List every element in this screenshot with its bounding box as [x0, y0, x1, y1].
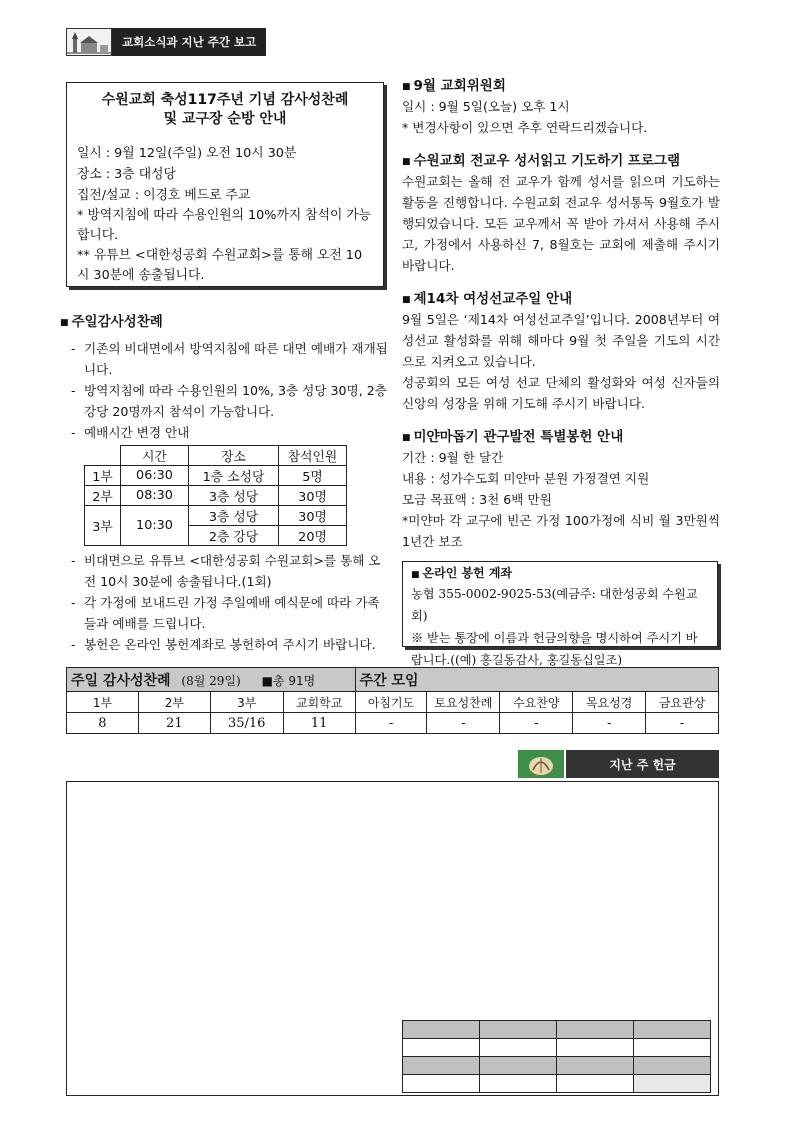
myanmar-goal: 모금 목표액 : 3천 6백 만원: [402, 492, 552, 507]
sunday-worship-section: [60, 313, 390, 655]
myanmar-content: 내용 : 성가수도회 미얀마 분원 가정결연 지원: [402, 471, 650, 486]
table-row: [403, 1021, 711, 1039]
anniversary-place: 장소 : 3층 대성당: [77, 167, 176, 182]
offering-note: ※ 받는 통장에 이름과 헌금의향을 명시하여 주시기 바랍니다.((예) 홍길동감사, 홍길동십일조): [411, 631, 698, 667]
anniversary-celebrant: 집전/설교 : 이경호 베드로 주교: [77, 188, 251, 203]
table-row: 8 21 35/16 11 - - - - -: [67, 713, 719, 734]
myanmar-period: 기간 : 9월 한 달간: [402, 450, 504, 465]
last-week-offering-bar: [518, 750, 719, 778]
women-mission-text1: 9월 5일은 ‘제14차 여성선교주일’입니다. 2008년부터 여성선교 활성화를 위해 해마다 9월 첫 주일을 기도의 시간으로 지켜오고 있습니다.: [402, 312, 720, 369]
list-item: - 방역지침에 따라 수용인원의 10%, 3층 성당 30명, 2층 강당 20명까지 참석이 가능합니다.: [60, 380, 390, 422]
offering-summary-table: [402, 1020, 711, 1093]
attendance-table: [66, 667, 719, 734]
service-schedule-table: [84, 445, 347, 546]
bible-reading-text: 수원교회는 올해 전 교우가 함께 성서를 읽으며 기도하는 활동을 진행합니다. 수원교회 전교우 성서통독 9월호가 발행되었습니다. 모든 교우께서 꼭 받아 가셔서 사용해 주시고, 가정에서 사용하신 7, 8월호는 교회에 제출해 주시기 바랍니다.: [402, 174, 720, 273]
myanmar-note: *미얀마 각 교구에 빈곤 가정 100가정에 식비 월 3만원씩 1년간 보조: [402, 513, 720, 549]
women-mission-text2: 성공회의 모든 여성 선교 단체의 활성화와 여성 신자들의 신앙의 성장을 위해 기도해 주시기 바랍니다.: [402, 375, 720, 411]
weekly-meetings-title: 주간 모임: [355, 668, 718, 692]
committee-title: ■ 9월 교회위원회: [402, 77, 720, 96]
women-mission-title: ■ 제14차 여성선교주일 안내: [402, 290, 720, 309]
section-header: [66, 28, 266, 56]
sunday-worship-title: ■ 주일감사성찬례: [60, 313, 390, 332]
list-item: - 봉헌은 온라인 봉헌계좌로 봉헌하여 주시기 바랍니다.: [60, 634, 390, 655]
attendance-date: (8월 29일): [181, 673, 241, 688]
list-item: - 비대면으로 유튜브 <대한성공회 수원교회>를 통해 오전 10시 30분에 송출됩니다.(1회): [60, 550, 390, 592]
anniversary-date: 일시 : 9월 12일(주일) 오전 10시 30분: [77, 146, 297, 161]
table-row: [403, 1039, 711, 1057]
offering-account: 농협 355-0002-9025-53(예금주: 대한성공회 수원교회): [411, 587, 698, 623]
anniversary-note-capacity: * 방역지침에 따라 수용인원의 10%까지 참석이 가능합니다.: [77, 208, 372, 243]
list-item: - 예배시간 변경 안내: [60, 422, 390, 443]
last-week-offering-label: 지난 주 헌금: [566, 750, 719, 778]
online-offering-box: [402, 561, 718, 667]
header-title: 교회소식과 지난 주간 보고: [112, 28, 266, 56]
bible-reading-title: ■ 수원교회 전교우 성서읽고 기도하기 프로그램: [402, 152, 720, 171]
attendance-header-row: [67, 668, 719, 692]
table-row: [403, 1075, 711, 1093]
praying-hands-icon: [518, 750, 566, 778]
anniversary-announcement-box: [66, 82, 384, 287]
list-item: - 각 가정에 보내드린 가정 주일예배 예식문에 따라 가족들과 예배를 드립니다.: [60, 592, 390, 634]
table-row: 1부 06:30 1층 소성당 5명: [85, 466, 347, 486]
table-row: 3부 10:30 3층 성당 30명: [85, 506, 347, 526]
committee-section: [402, 77, 720, 138]
table-row: [403, 1057, 711, 1075]
committee-date: 일시 : 9월 5일(오늘) 오후 1시: [402, 99, 570, 114]
attendance-title: 주일 감사성찬례: [71, 672, 171, 689]
church-logo-icon: [66, 28, 112, 56]
anniversary-note-youtube: ** 유튜브 <대한성공회 수원교회>를 통해 오전 10시 30분에 송출됩니다.: [77, 248, 363, 283]
table-header-row: 시간 장소 참석인원: [85, 446, 347, 466]
list-item: - 기존의 비대면에서 방역지침에 따른 대면 예배가 재개됩니다.: [60, 338, 390, 380]
committee-note: * 변경사항이 있으면 추후 연락드리겠습니다.: [402, 120, 648, 135]
table-row: 2층 강당 20명: [85, 526, 347, 546]
table-row: 1부 2부 3부 교회학교 아침기도 토요성찬례 수요찬양 목요성경 금요관상: [67, 692, 719, 713]
table-row: 2부 08:30 3층 성당 30명: [85, 486, 347, 506]
women-mission-section: [402, 290, 720, 414]
attendance-total: ■총 91명: [261, 673, 316, 688]
bible-reading-section: [402, 152, 720, 276]
myanmar-section: [402, 428, 720, 552]
myanmar-title: ■ 미얀마돕기 관구발전 특별봉헌 안내: [402, 428, 720, 447]
anniversary-title: 수원교회 축성117주년 기념 감사성찬례 및 교구장 순방 안내: [101, 92, 349, 127]
online-offering-title: ■ 온라인 봉헌 계좌: [411, 565, 709, 583]
